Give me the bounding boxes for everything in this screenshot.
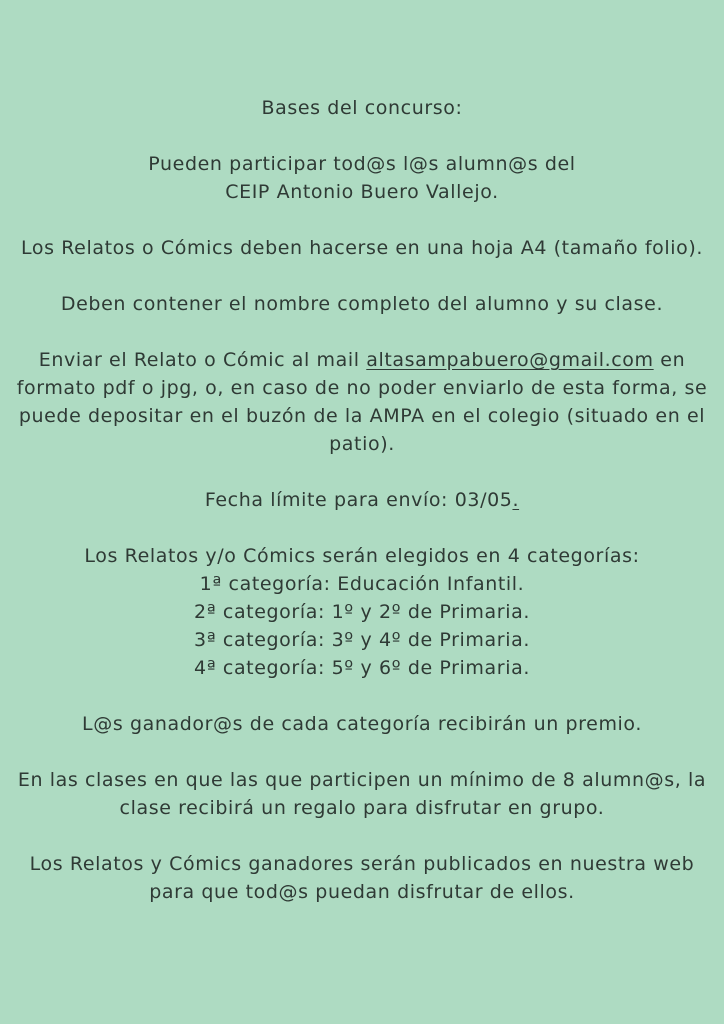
submission-text-after: en formato pdf o jpg, o, en caso de no poder enviarlo de esta forma, se puede depositar en el buzón de la AMPA en el colegio (situado en el patio). xyxy=(16,349,708,455)
rules-title-block xyxy=(0,94,724,122)
class-prize-paragraph xyxy=(0,766,724,822)
format-line: Los Relatos o Cómics deben hacerse en una hoja A4 (tamaño folio). xyxy=(21,237,703,259)
submission-text-before: Enviar el Relato o Cómic al mail xyxy=(38,349,367,371)
deadline-text: Fecha límite para envío: 03/05 xyxy=(204,489,513,511)
prize-paragraph xyxy=(0,710,724,738)
participants-paragraph xyxy=(0,150,724,206)
publication-paragraph xyxy=(0,850,724,906)
category-item-1: 1ª categoría: Educación Infantil. xyxy=(199,573,525,595)
category-item-2: 2ª categoría: 1º y 2º de Primaria. xyxy=(194,601,530,623)
format-paragraph xyxy=(0,234,724,262)
prize-line: L@s ganador@s de cada categoría recibirán un premio. xyxy=(82,713,642,735)
content-paragraph xyxy=(0,290,724,318)
publication-text: Los Relatos y Cómics ganadores serán publicados en nuestra web para que tod@s puedan disfrutar de ellos. xyxy=(29,853,695,903)
participants-line-2: CEIP Antonio Buero Vallejo. xyxy=(225,181,499,203)
categories-intro: Los Relatos y/o Cómics serán elegidos en 4 categorías: xyxy=(84,545,640,567)
email-link[interactable]: altasampabuero@gmail.com xyxy=(366,349,654,371)
rules-title: Bases del concurso: xyxy=(261,97,463,119)
deadline-period: . xyxy=(512,489,520,511)
participants-line-1: Pueden participar tod@s l@s alumn@s del xyxy=(148,153,576,175)
submission-paragraph xyxy=(0,346,724,458)
deadline-paragraph xyxy=(0,486,724,514)
categories-paragraph xyxy=(0,542,724,682)
category-item-4: 4ª categoría: 5º y 6º de Primaria. xyxy=(194,657,530,679)
class-prize-text: En las clases en que las que participen un mínimo de 8 alumn@s, la clase recibirá un regalo para disfrutar en grupo. xyxy=(17,769,707,819)
category-item-3: 3ª categoría: 3º y 4º de Primaria. xyxy=(194,629,530,651)
content-line: Deben contener el nombre completo del alumno y su clase. xyxy=(60,293,664,315)
